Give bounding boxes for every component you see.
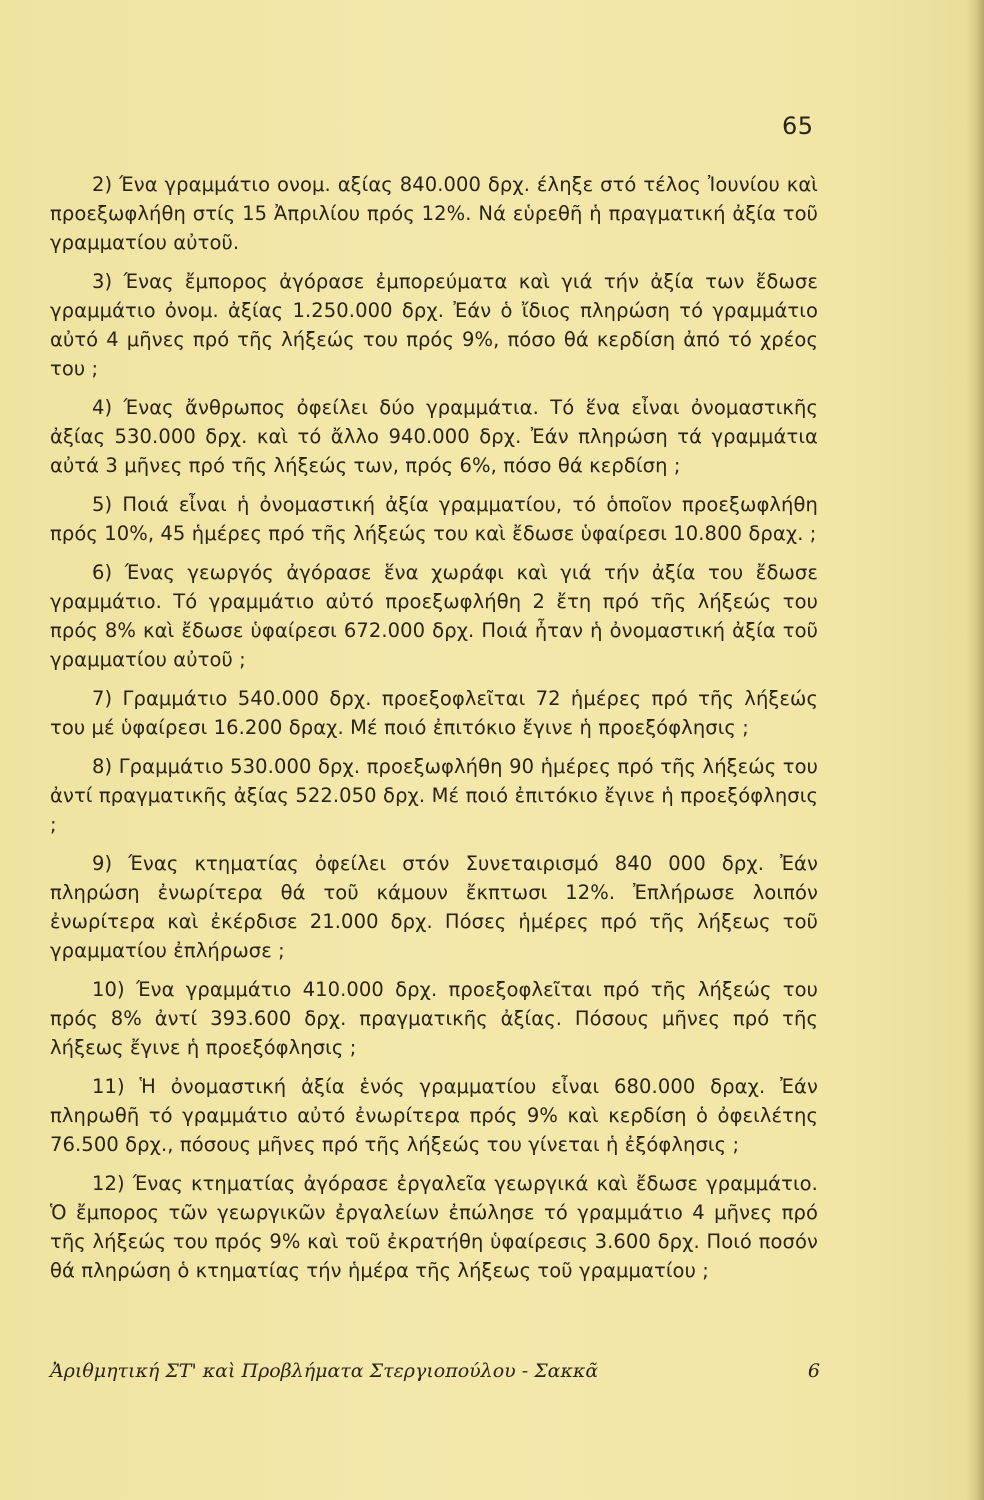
problem-4: 4) Ένας ἄνθρωπος ὀφείλει δύο γραμμάτια. Τό ἕνα εἶναι ὀνομαστικῆς ἀξίας 530.000 δρχ. καὶ τό ἄλλο 940.000 δρχ. Ἐάν πληρώση τά γραμμάτια αὐτά 3 μῆνες πρό τῆς λήξεώς των, πρός 6%, πόσο θά κερδίση ; [50, 396, 818, 477]
problem-10: 10) Ένα γραμμάτιο 410.000 δρχ. προεξοφλεῖται πρό τῆς λήξεώς του πρός 8% ἀντί 393.600 δρχ. πραγματικῆς ἀξίας. Πόσους μῆνες πρό τῆς λήξεως ἔγινε ἡ προεξόφλησις ; [50, 978, 818, 1059]
book-title-footer: Ἀριθμητική ΣΤ' καὶ Προβλήματα Στεργιοπούλου - Σακκᾶ [50, 1360, 599, 1382]
page-number: 65 [782, 112, 814, 140]
problem-12: 12) Ένας κτηματίας ἀγόρασε ἐργαλεῖα γεωργικά καὶ ἔδωσε γραμμάτιο. Ὁ ἔμπορος τῶν γεωργικῶν ἐργαλείων ἐπώλησε τό γραμμάτιο 4 μῆνες πρό τῆς λήξεώς του πρός 9% καὶ τοῦ ἐκρατήθη ὑφαίρεσις 3.600 δρχ. Ποιό ποσόν θά πληρώση ὁ κτηματίας τήν ἡμέρα τῆς λήξεως τοῦ γραμματίου ; [50, 1172, 818, 1282]
problem-2: 2) Ένα γραμμάτιο ονομ. αξίας 840.000 δρχ. έληξε στό τέλος Ἰουνίου καὶ προεξωφλήθη στίς 15 Ἀπριλίου πρός 12%. Νά εὑρεθῆ ἡ πραγματική ἀξία τοῦ γραμματίου αὐτοῦ. [50, 173, 818, 254]
signature-mark: 6 [807, 1360, 820, 1382]
problem-9: 9) Ένας κτηματίας ὀφείλει στόν Συνεταιρισμό 840 000 δρχ. Ἐάν πληρώση ἐνωρίτερα θά τοῦ κάμουν ἔκπτωσι 12%. Ἐπλήρωσε λοιπόν ἐνωρίτερα καὶ ἐκέρδισε 21.000 δρχ. Πόσες ἡμέρες πρό τῆς λήξεως τοῦ γραμματίου ἐπλήρωσε ; [50, 852, 818, 962]
problem-5: 5) Ποιά εἶναι ἡ ὀνομαστική ἀξία γραμματίου, τό ὁποῖον προεξωφλήθη πρός 10%, 45 ἡμέρες πρό τῆς λήξεώς του καὶ ἔδωσε ὑφαίρεσι 10.800 δραχ. ; [50, 493, 818, 545]
problem-6: 6) Ένας γεωργός ἀγόρασε ἕνα χωράφι καὶ γιά τήν ἀξία του ἔδωσε γραμμάτιο. Τό γραμμάτιο αὐτό προεξωφλήθη 2 ἔτη πρό τῆς λήξεώς του πρός 8% καὶ ἔδωσε ὑφαίρεσι 672.000 δρχ. Ποιά ἦταν ἡ ὀνομαστική ἀξία τοῦ γραμματίου αὐτοῦ ; [50, 561, 818, 671]
problem-8: 8) Γραμμάτιο 530.000 δρχ. προεξωφλήθη 90 ἡμέρες πρό τῆς λήξεώς του ἀντί πραγματικῆς ἀξίας 522.050 δρχ. Μέ ποιό ἐπιτόκιο ἔγινε ἡ προεξόφλησις ; [50, 755, 818, 836]
problem-7: 7) Γραμμάτιο 540.000 δρχ. προεξοφλεῖται 72 ἡμέρες πρό τῆς λήξεώς του μέ ὑφαίρεσι 16.200 δραχ. Μέ ποιό ἐπιτόκιο ἔγινε ἡ προεξόφλησις ; [50, 687, 818, 739]
problem-3: 3) Ένας ἔμπορος ἀγόρασε ἐμπορεύματα καὶ γιά τήν ἀξία των ἔδωσε γραμμάτιο ὀνομ. ἀξίας 1.250.000 δρχ. Ἐάν ὁ ἴδιος πληρώση τό γραμμάτιο αὐτό 4 μῆνες πρό τῆς λήξεώς του πρός 9%, πόσο θά κερδίση ἀπό τό χρέος του ; [50, 270, 818, 380]
exercise-list [50, 170, 818, 1295]
problem-11: 11) Ἡ ὀνομαστική ἀξία ἑνός γραμματίου εἶναι 680.000 δραχ. Ἐάν πληρωθῆ τό γραμμάτιο αὐτό ἐνωρίτερα πρός 9% καὶ κερδίση ὁ ὀφειλέτης 76.500 δρχ., πόσους μῆνες πρό τῆς λήξεώς του γίνεται ἡ ἐξόφλησις ; [50, 1075, 818, 1156]
page-edge-shadow [966, 0, 984, 1500]
